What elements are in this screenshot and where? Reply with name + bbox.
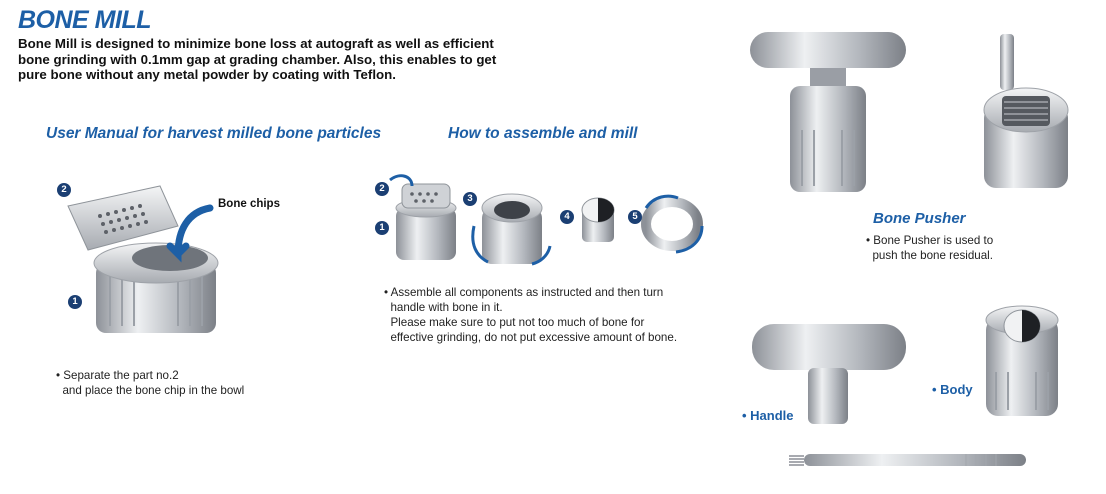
assemble-note bbox=[384, 285, 677, 345]
step-badge: 1 bbox=[68, 295, 82, 309]
note-line: push the bone residual. bbox=[866, 249, 993, 262]
step-badge: 1 bbox=[375, 221, 389, 235]
step-badge: 4 bbox=[560, 210, 574, 224]
note-line: • Separate the part no.2 bbox=[56, 369, 179, 382]
note-line: and place the bone chip in the bowl bbox=[56, 384, 245, 397]
intro-line: Bone Mill is designed to minimize bone loss at autograft as well as efficient bbox=[18, 36, 494, 51]
assemble-heading: How to assemble and mill bbox=[448, 125, 638, 142]
bone-pusher-note bbox=[866, 233, 993, 263]
bone-mill-bowl-icon bbox=[60, 168, 250, 348]
handle-label: • Handle bbox=[742, 408, 794, 423]
user-manual-note bbox=[56, 368, 244, 398]
user-manual-heading: User Manual for harvest milled bone particles bbox=[46, 125, 382, 142]
bone-chips-label: Bone chips bbox=[218, 198, 280, 210]
bone-pusher-in-body-icon bbox=[978, 30, 1074, 194]
bone-pusher-heading: Bone Pusher bbox=[873, 210, 966, 227]
intro-line: bone grinding with 0.1mm gap at grading chamber. Also, this enables to get bbox=[18, 51, 497, 67]
step-badge: 3 bbox=[463, 192, 477, 206]
intro-line: pure bone without any metal powder by coating with Teflon. bbox=[18, 67, 396, 82]
note-line: • Assemble all components as instructed and then turn bbox=[384, 286, 664, 299]
bone-pusher-icon bbox=[786, 448, 1030, 472]
mill-body-icon bbox=[982, 302, 1062, 420]
assembly-parts-icon bbox=[372, 168, 712, 278]
step-badge: 2 bbox=[57, 183, 71, 197]
body-label: • Body bbox=[932, 382, 973, 397]
note-line: effective grinding, do not put excessive amount of bone. bbox=[384, 331, 678, 344]
page-title: BONE MILL bbox=[18, 6, 151, 34]
intro-paragraph bbox=[18, 36, 538, 83]
note-line: handle with bone in it. bbox=[384, 301, 503, 314]
note-line: Please make sure to put not too much of bone for bbox=[384, 316, 645, 329]
step-badge: 2 bbox=[375, 182, 389, 196]
step-badge: 5 bbox=[628, 210, 642, 224]
note-line: • Bone Pusher is used to bbox=[866, 234, 994, 247]
t-handle-icon bbox=[748, 30, 910, 198]
